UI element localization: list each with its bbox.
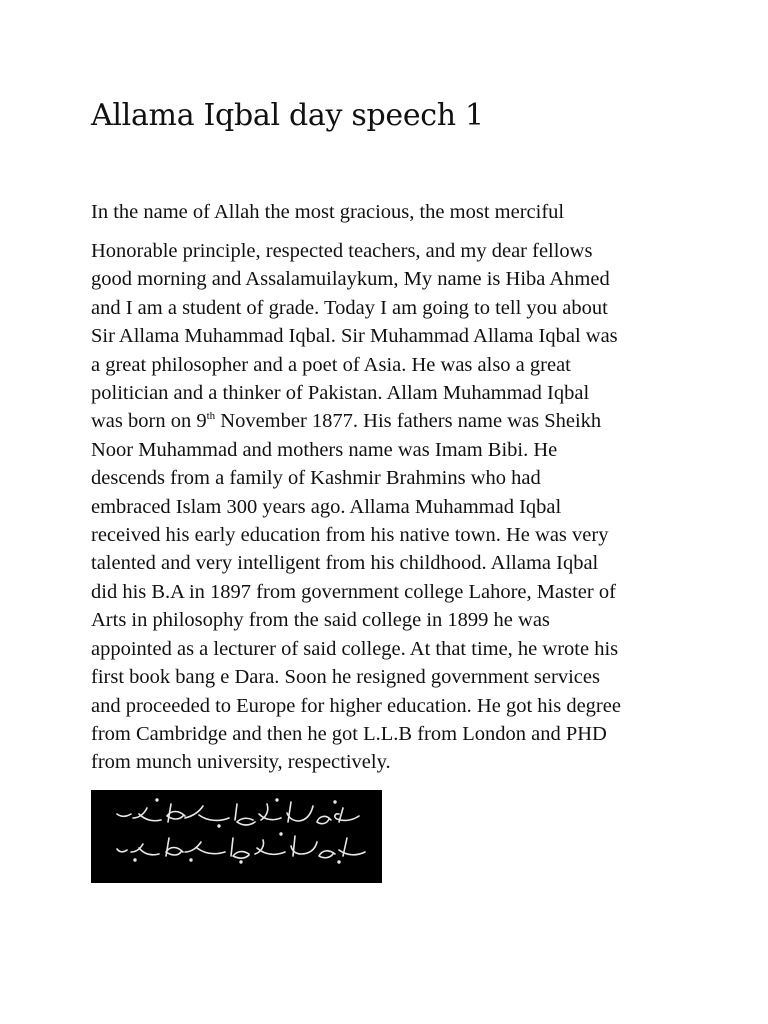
- paragraph-line: from Cambridge and then he got L.L.B from London and PHD: [91, 722, 607, 745]
- paragraph-line: Sir Allama Muhammad Iqbal. Sir Muhammad Allama Iqbal was: [91, 325, 618, 348]
- urdu-calligraphy-image: [91, 790, 382, 883]
- opening-line: In the name of Allah the most gracious, the most merciful: [91, 201, 565, 223]
- paragraph-line: and proceeded to Europe for higher education. He got his degree: [91, 694, 621, 717]
- paragraph-line: talented and very intelligent from his childhood. Allama Iqbal: [91, 552, 599, 575]
- paragraph-line: descends from a family of Kashmir Brahmins who had: [91, 467, 541, 490]
- paragraph-line: Arts in philosophy from the said college in 1899 he was: [91, 609, 550, 632]
- paragraph-line: Noor Muhammad and mothers name was Imam Bibi. He: [91, 438, 558, 461]
- speech-paragraph: [91, 237, 621, 777]
- document-title: Allama Iqbal day speech 1: [91, 98, 484, 133]
- paragraph-line: appointed as a lecturer of said college. At that time, he wrote his: [91, 637, 619, 660]
- paragraph-line: Honorable principle, respected teachers, and my dear fellows: [91, 240, 593, 262]
- paragraph-line: [91, 407, 621, 435]
- paragraph-line: from munch university, respectively.: [91, 751, 391, 774]
- paragraph-line: good morning and Assalamuilaykum, My name is Hiba Ahmed: [91, 268, 610, 291]
- paragraph-line: a great philosopher and a poet of Asia. He was also a great: [91, 353, 571, 376]
- paragraph-line: did his B.A in 1897 from government college Lahore, Master of: [91, 580, 616, 603]
- paragraph-line: first book bang e Dara. Soon he resigned government services: [91, 666, 600, 689]
- paragraph-line: politician and a thinker of Pakistan. Allam Muhammad Iqbal: [91, 382, 590, 405]
- paragraph-line: embraced Islam 300 years ago. Allama Muhammad Iqbal: [91, 495, 562, 518]
- ordinal-superscript: th: [206, 410, 216, 423]
- calligraphy-strokes: [91, 790, 382, 883]
- paragraph-line: and I am a student of grade. Today I am going to tell you about: [91, 296, 608, 319]
- line-text: was born on 9: [91, 410, 207, 433]
- paragraph-line: received his early education from his native town. He was very: [91, 524, 609, 547]
- line-text: November 1877. His fathers name was Sheikh: [215, 410, 602, 433]
